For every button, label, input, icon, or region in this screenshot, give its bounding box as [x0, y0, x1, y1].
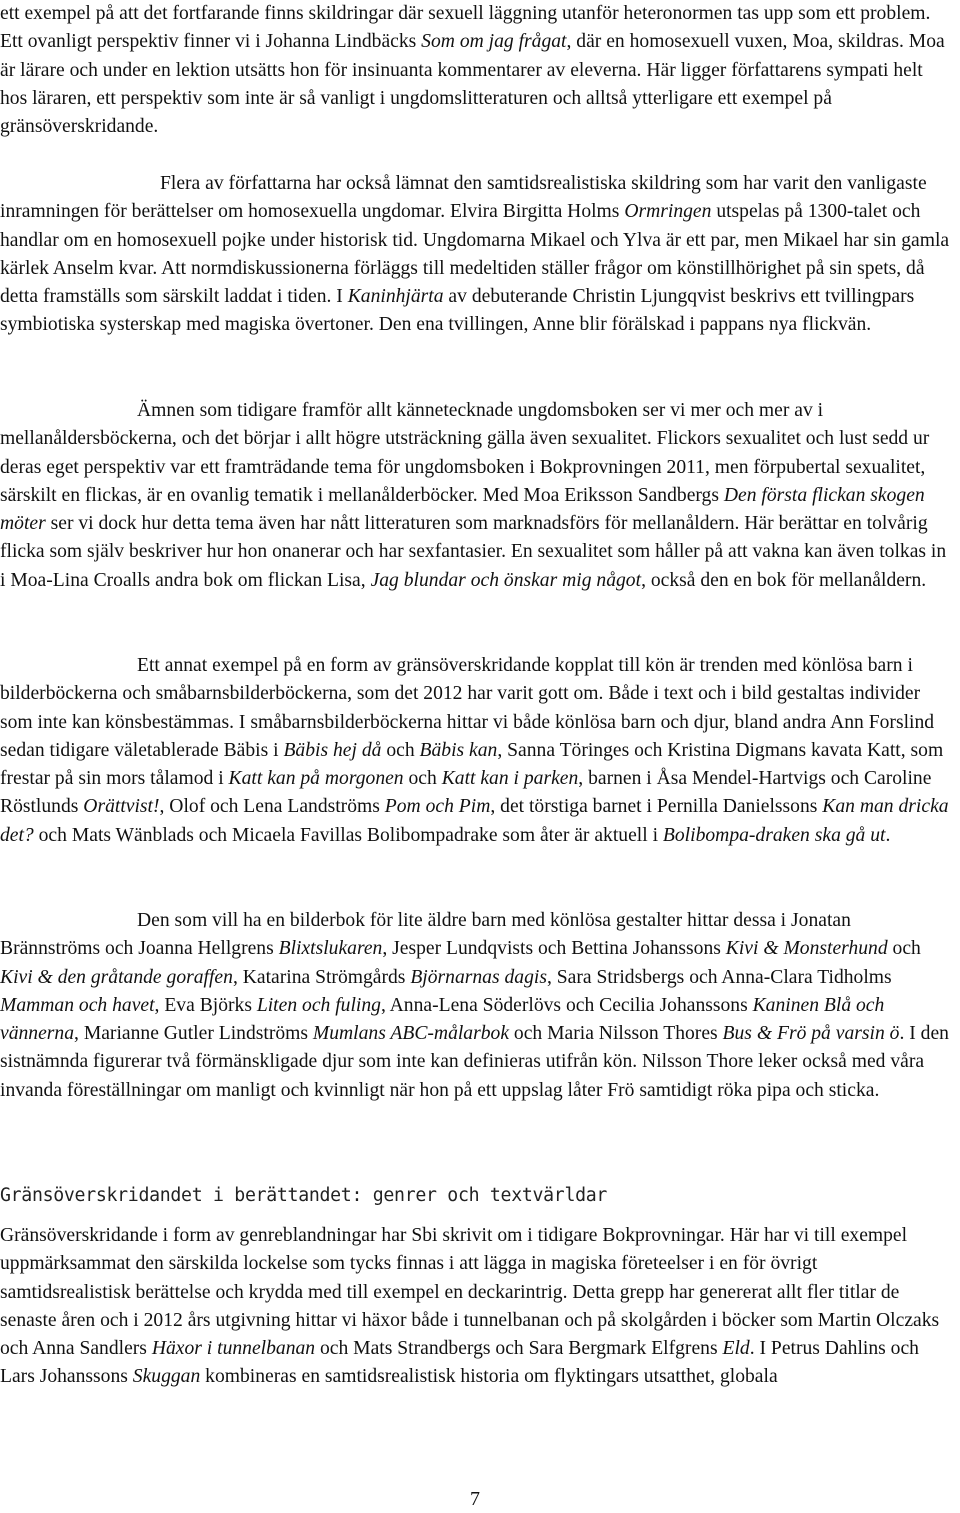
text-run: , Sanna Töringes och Kristina Digmans kavata Katt, som frestar på sin mors tålamod i	[0, 739, 944, 790]
book-title: Katt kan på morgonen	[228, 768, 404, 790]
book-title: Bus & Frö på varsin ö	[722, 1023, 900, 1045]
book-title: Ormringen	[624, 201, 712, 223]
text-run: , Eva Björks	[154, 994, 257, 1016]
book-title: Jag blundar och önskar mig något	[370, 569, 642, 591]
text-run: , barnen i Åsa Mendel-Hartvigs och Caroline Röstlunds	[0, 768, 932, 818]
text-run: , Sara Stridsbergs och Anna-Clara Tidholms	[546, 966, 892, 988]
book-title: Blixtslukaren	[278, 938, 383, 960]
text-run: ser vi dock hur detta tema även har nått litteraturen som marknadsförs för mellanåldern. Här berättar en tolvårig flicka som själv beskriver hur hon onanerar och har sexfantasier. En sexualitet som håller på att vakna kan även tolkas in i Moa-Lina Croalls andra bok om flickan Lisa,	[0, 513, 947, 591]
body-paragraph	[0, 907, 950, 1105]
text-run: , Jesper Lundqvists och Bettina Johanssons	[382, 938, 726, 960]
text-run: Flera av författarna har också lämnat den samtidsrealistiska skildring som har varit den vanligaste inramningen för berättelser om homosexuella ungdomar. Elvira Birgitta Holms	[0, 173, 927, 223]
text-run: . I Petrus Dahlins och Lars Johanssons	[0, 1338, 919, 1388]
book-title: Pom och Pim	[384, 796, 491, 818]
text-run: Ämnen som tidigare framför allt kännetecknade ungdomsboken ser vi mer och mer av i mellanåldersböckerna, och det börjar i allt högre utsträckning gälla även sexualitet. Flickors sexualitet och lust sedd ur deras eget perspektiv var ett framträdande tema för ungdomsboken i Bokprovningen 2011, men förpubertal sexualitet, särskilt en flickas, är en ovanlig tematik i mellanålderböcker. Med Moa Eriksson Sandbergs	[0, 400, 930, 506]
book-title: Björnarnas dagis	[410, 966, 547, 988]
book-title: Bolibompa-draken ska gå ut	[662, 824, 886, 846]
text-run: , där en homosexuell vuxen, Moa, skildras. Moa är lärare och under en lektion utsätts hon för insinuanta kommentarer av eleverna. Här ligger författarens sympati helt hos läraren, ett perspektiv som inte är så vanligt i ungdomslitteraturen och alltså ytterligare ett exempel på gränsöverskridande.	[0, 31, 945, 138]
text-run: , Katarina Strömgårds	[232, 966, 411, 988]
book-title: Kan man dricka det?	[0, 796, 949, 846]
text-run: Ett annat exempel på en form av gränsöverskridande kopplat till kön är trenden med könlösa barn i bilderböckerna och småbarnsbilderböckerna, som det 2012 har varit gott om. Både i text och i bild gestaltas individer som inte kan könsbestämmas. I småbarnsbilderböckerna hittar vi både könlösa barn och djur, bland andra Ann Forslind sedan tidigare väletablerade Bäbis i	[0, 655, 935, 761]
section-heading: Gränsöverskridandet i berättandet: genrer och textvärldar	[0, 1185, 608, 1206]
text-run: kombineras en samtidsrealistisk historia om flyktingars utsatthet, globala	[200, 1366, 778, 1388]
section-paragraph	[0, 1222, 950, 1392]
text-run: . I den sistnämnda figurerar två förmänskligade djur som inte kan definieras utifrån kön. Nilsson Thore leker också med våra invanda föreställningar om manligt och kvinnligt när hon på ett uppslag låter Frö samtidigt röka pipa och sticka.	[0, 1023, 949, 1101]
book-title: Som om jag frågat	[421, 31, 567, 53]
text-run: utspelas på 1300-talet och handlar om en homosexuell pojke under historisk tid. Ungdomarna Mikael och Ylva är ett par, men Mikael har sin gamla kärlek Anselm kvar. Att normdiskussionerna förläggs till medeltiden ställer frågor om könstillhörighet på sin spets, då detta framställs som särskilt laddat i tiden. I	[0, 201, 950, 308]
book-title: Skuggan	[132, 1366, 201, 1388]
body-paragraph	[0, 170, 950, 340]
text-run: och	[887, 938, 921, 960]
book-title: Häxor i tunnelbanan	[151, 1338, 316, 1360]
text-run: och	[381, 739, 420, 761]
book-title: Den första flickan skogen möter	[0, 484, 925, 535]
text-run: och	[403, 768, 442, 790]
text-run: ett exempel på att det fortfarande finns skildringar där sexuell läggning utanför heteronormen tas upp som ett problem.	[0, 3, 931, 24]
text-run: , Anna-Lena Söderlövs och Cecilia Johanssons	[380, 994, 753, 1016]
text-run: , det törstiga barnet i Pernilla Danielssons	[490, 796, 823, 818]
page-number: 7	[470, 1488, 480, 1510]
book-title: Eld	[722, 1338, 750, 1360]
text-run: , Olof och Lena Landströms	[159, 796, 385, 818]
text-run: , också den en bok för mellanåldern.	[641, 569, 927, 591]
book-title: Kivi & Monsterhund	[725, 938, 888, 960]
book-title: Orättvist!	[83, 796, 160, 818]
text-run: och Maria Nilsson Thores	[509, 1023, 723, 1045]
book-title: Bäbis hej då	[283, 739, 382, 761]
book-title: Kivi & den gråtande goraffen	[0, 966, 233, 988]
book-title: Bäbis kan	[419, 739, 498, 761]
book-title: Mamman och havet	[0, 994, 155, 1016]
body-paragraph	[0, 652, 950, 850]
book-title: Liten och fuling	[256, 994, 381, 1016]
book-title: Mumlans ABC-målarbok	[312, 1023, 510, 1045]
text-run: , Marianne Gutler Lindströms	[74, 1023, 313, 1045]
book-title: Kaninhjärta	[347, 286, 444, 308]
text-run: av debuterande Christin Ljungqvist beskrivs ett tvillingpars symbiotiska systerskap med magiska övertoner. Den ena tvillingen, Anne blir förälskad i pappans nya flickvän.	[0, 286, 915, 336]
text-run: .	[885, 824, 891, 846]
text-run: Ett ovanligt perspektiv finner vi i Johanna Lindbäcks	[0, 31, 422, 53]
text-run: Gränsöverskridande i form av genreblandningar har Sbi skrivit om i tidigare Bokprovningar. Här har vi till exempel uppmärksammat den särskilda lockelse som tycks finnas i att lägga in magiska företeelser i en för övrigt samtidsrealistisk berättelse och krydda med till exempel en deckarintrig. Detta grepp har genererat allt fler titlar de senaste åren och i 2012 års utgivning hittar vi häxor både i tunnelbanan och på skolgården i böcker som Martin Olczaks och Anna Sandlers	[0, 1225, 940, 1360]
body-paragraph	[0, 0, 950, 141]
book-title: Katt kan i parken	[441, 768, 579, 790]
body-paragraph	[0, 397, 950, 595]
text-run: och Mats Wänblads och Micaela Favillas Bolibompadrake som åter är aktuell i	[33, 824, 663, 846]
text-run: och Mats Strandbergs och Sara Bergmark Elfgrens	[315, 1338, 723, 1360]
book-title: Kaninen Blå och vännerna	[0, 994, 885, 1045]
text-run: Den som vill ha en bilderbok för lite äldre barn med könlösa gestalter hittar dessa i Jonatan Brännströms och Joanna Hellgrens	[0, 910, 851, 960]
